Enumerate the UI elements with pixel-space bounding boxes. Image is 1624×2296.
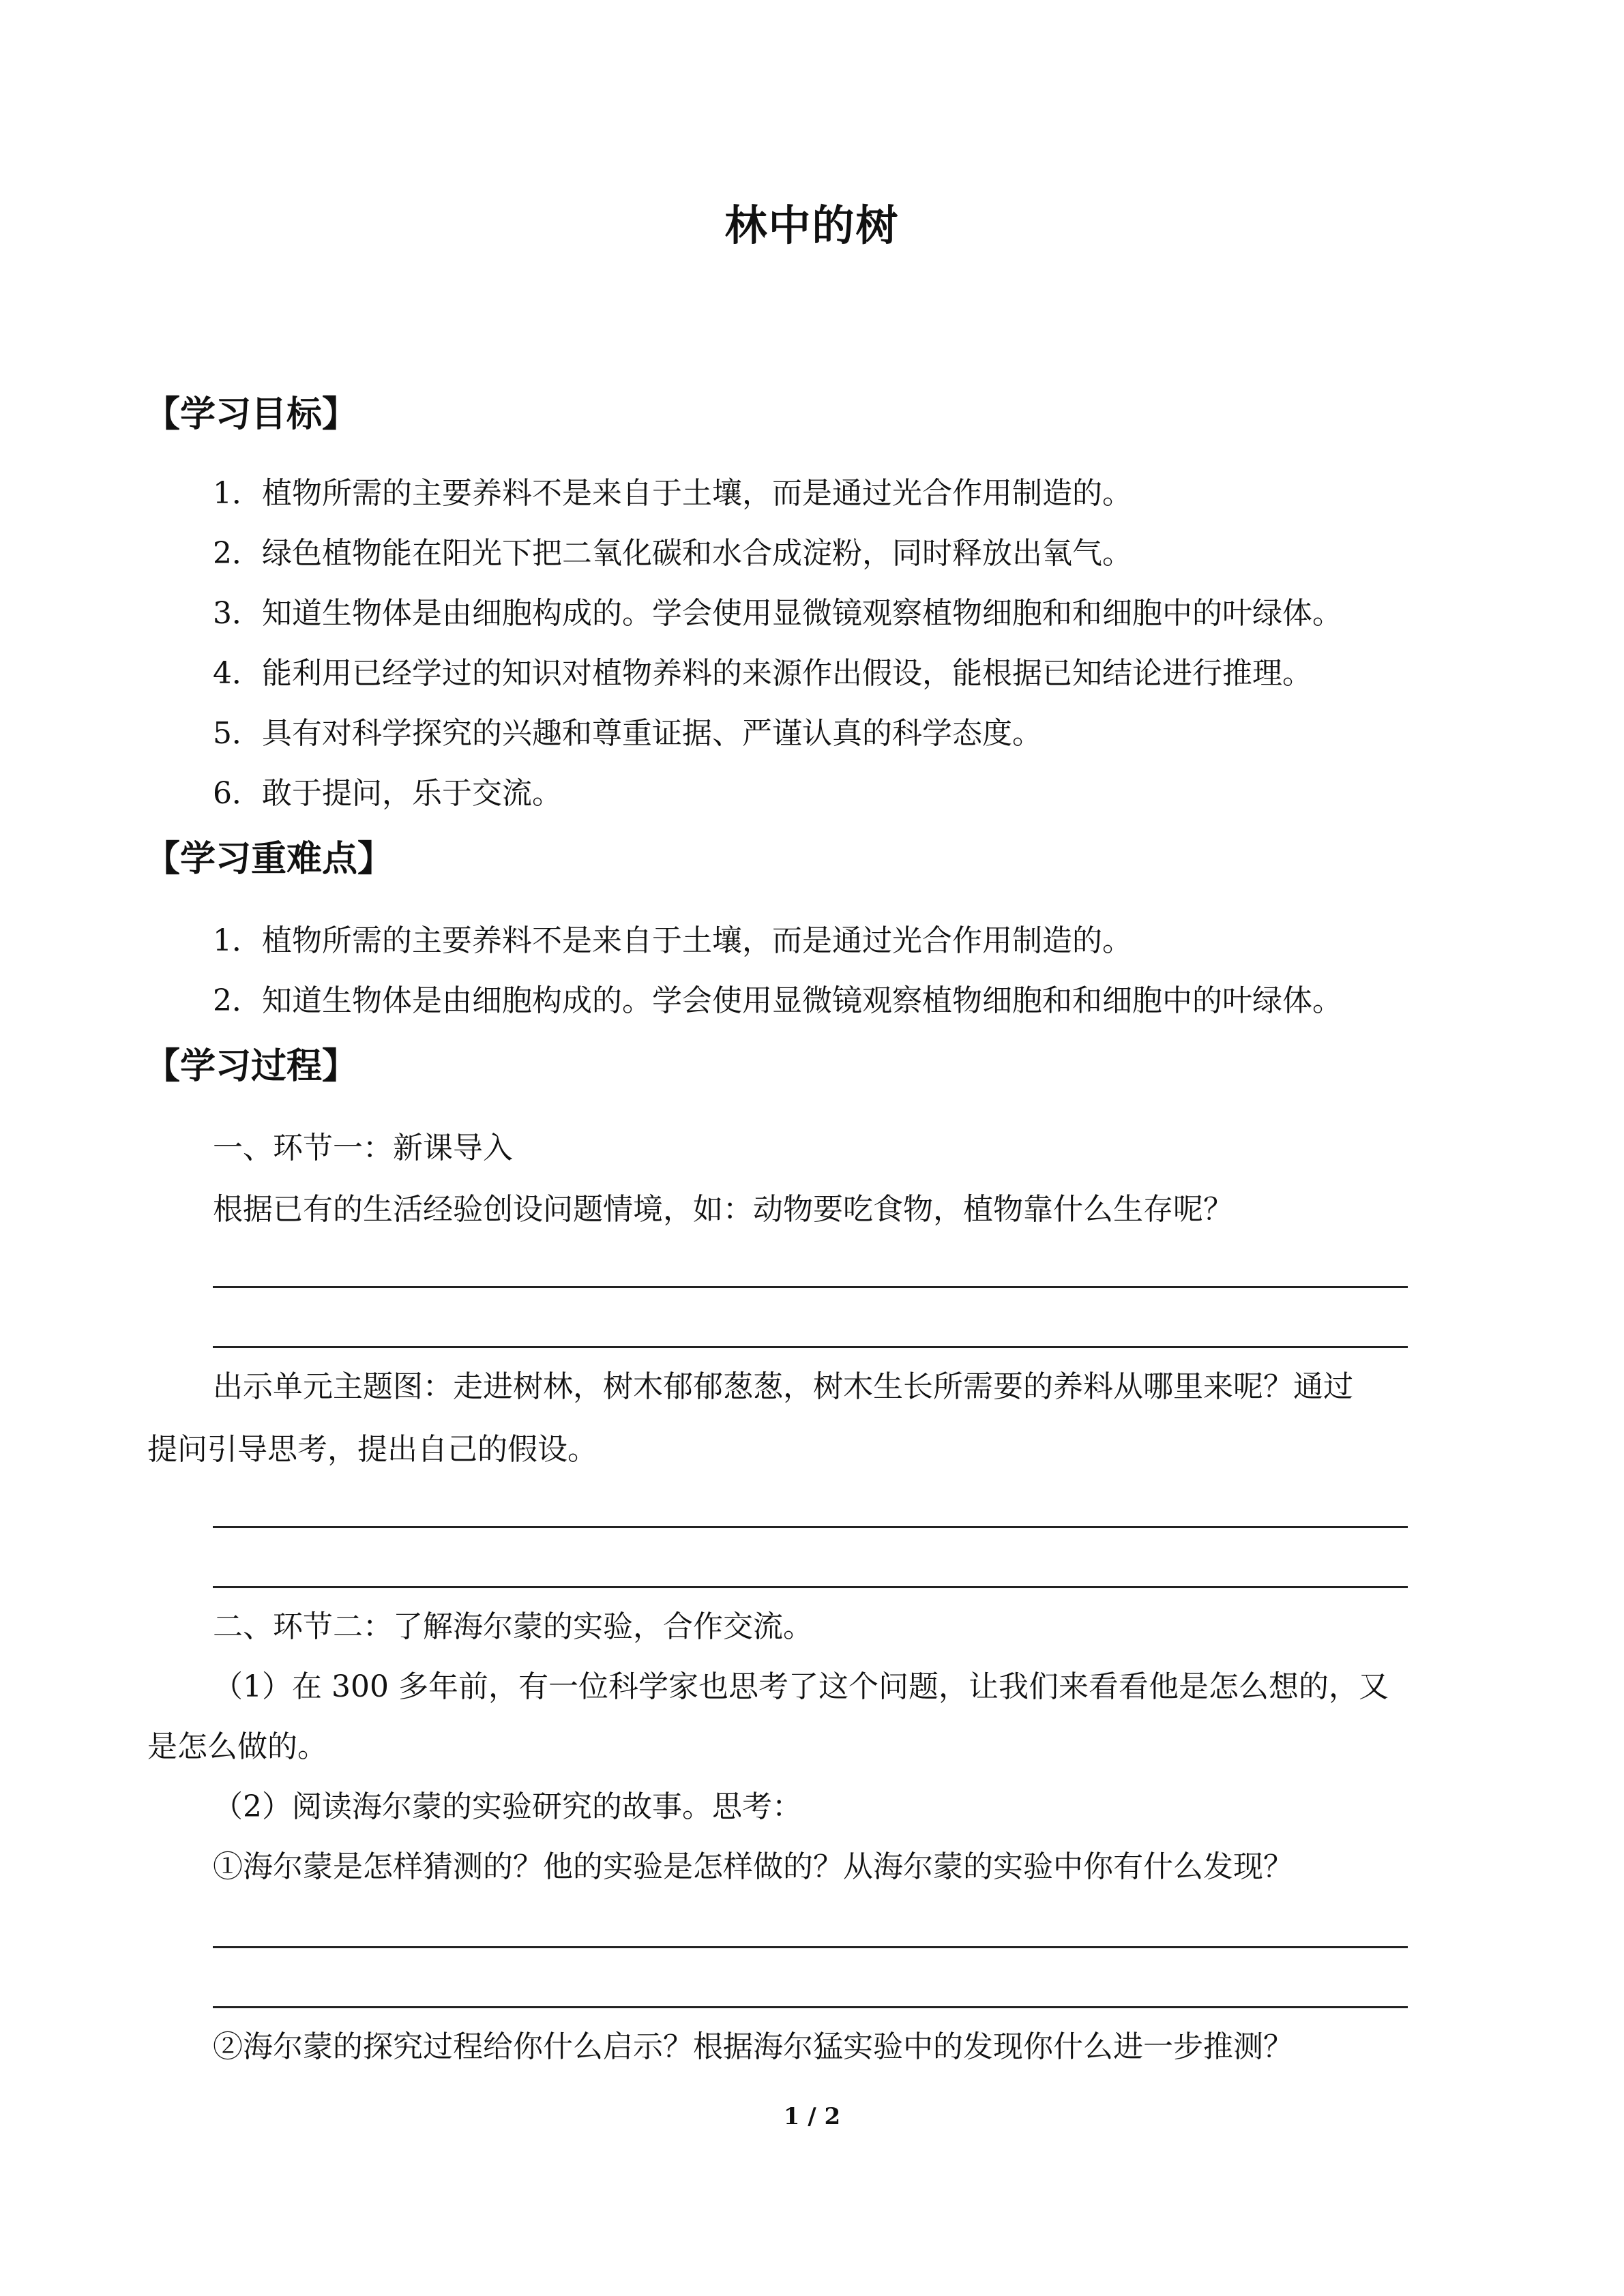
key-point-item: 2．知道生物体是由细胞构成的。学会使用显微镜观察植物细胞和和细胞中的叶绿体。 — [213, 983, 1342, 1018]
section-heading-process: 【学习过程】 — [145, 1046, 358, 1087]
step1-text: 根据已有的生活经验创设问题情境，如：动物要吃食物，植物靠什么生存呢？ — [213, 1192, 1233, 1227]
page-number: 1 / 2 — [783, 2103, 841, 2130]
section-heading-objectives: 【学习目标】 — [145, 394, 358, 435]
step2-paragraph-1-continued: 是怎么做的。 — [147, 1729, 327, 1764]
step2-question-2: ②海尔蒙的探究过程给你什么启示？根据海尔猛实验中的发现你什么进一步推测？ — [213, 2029, 1293, 2064]
key-point-item: 1．植物所需的主要养料不是来自于土壤，而是通过光合作用制造的。 — [213, 923, 1132, 958]
answer-line — [213, 1946, 1408, 1948]
step2-paragraph-1: （1）在 300 多年前，有一位科学家也思考了这个问题，让我们来看看他是怎么想的，又 — [213, 1669, 1389, 1704]
step2-title: 二、环节二：了解海尔蒙的实验，合作交流。 — [213, 1609, 813, 1644]
objective-item: 5．具有对科学探究的兴趣和尊重证据、严谨认真的科学态度。 — [213, 716, 1042, 751]
step2-question-1: ①海尔蒙是怎样猜测的？他的实验是怎样做的？从海尔蒙的实验中你有什么发现？ — [213, 1849, 1293, 1884]
objective-item: 4．能利用已经学过的知识对植物养料的来源作出假设，能根据已知结论进行推理。 — [213, 656, 1312, 691]
objective-item: 6．敢于提问，乐于交流。 — [213, 776, 562, 811]
objective-item: 3．知道生物体是由细胞构成的。学会使用显微镜观察植物细胞和和细胞中的叶绿体。 — [213, 596, 1342, 631]
answer-line — [213, 1526, 1408, 1528]
step1-title: 一、环节一：新课导入 — [213, 1131, 513, 1165]
answer-line — [213, 2006, 1408, 2008]
step1-text2-continued: 提问引导思考，提出自己的假设。 — [147, 1432, 597, 1467]
objective-item: 1．植物所需的主要养料不是来自于土壤，而是通过光合作用制造的。 — [213, 476, 1132, 511]
document-title: 林中的树 — [724, 200, 900, 250]
objective-item: 2．绿色植物能在阳光下把二氧化碳和水合成淀粉，同时释放出氧气。 — [213, 536, 1132, 571]
section-heading-key-points: 【学习重难点】 — [145, 839, 394, 880]
step1-text2: 出示单元主题图：走进树林，树木郁郁葱葱，树木生长所需要的养料从哪里来呢？通过 — [213, 1369, 1353, 1404]
answer-line — [213, 1586, 1408, 1588]
step2-paragraph-2: （2）阅读海尔蒙的实验研究的故事。思考： — [213, 1789, 802, 1824]
answer-line — [213, 1346, 1408, 1348]
answer-line — [213, 1286, 1408, 1288]
